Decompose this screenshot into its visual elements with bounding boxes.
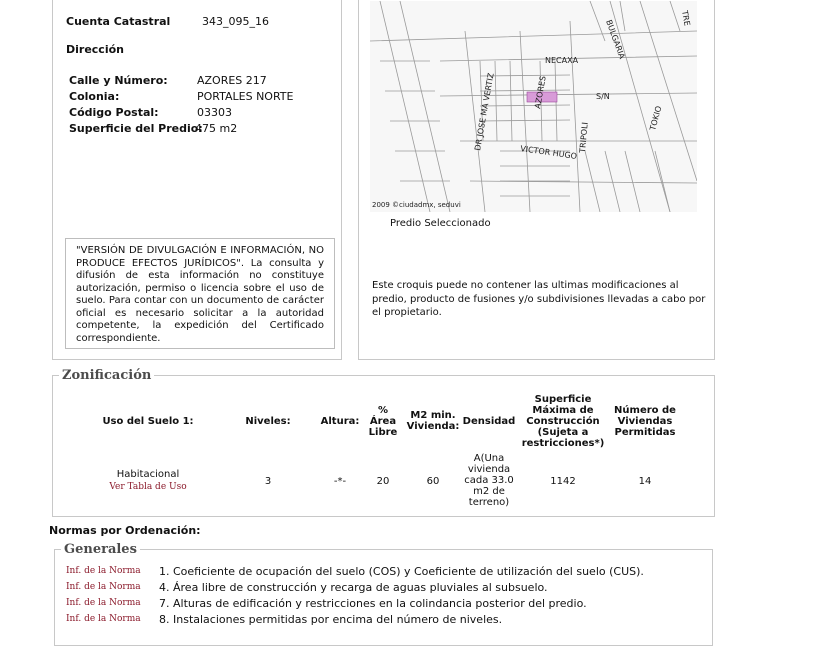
norma-text: 1. Coeficiente de ocupación del suelo (COS) y Coeficiente de utilización del suelo (CUS). — [159, 565, 644, 578]
cell-altura: -*- — [333, 476, 347, 487]
normas-title: Normas por Ordenación: — [49, 524, 201, 537]
street-tokio: TOKIO — [648, 104, 664, 132]
colonia-value: PORTALES NORTE — [197, 90, 294, 103]
norma-row — [55, 564, 715, 580]
map-disclaimer: Este croquis puede no contener las ultimas modificaciones al predio, producto de fusiones y/o subdivisiones llevadas a cabo por el propietario. — [372, 280, 706, 318]
cell-densidad: A(Una vivienda cada 33.0 m2 de terreno) — [464, 453, 514, 508]
street-bulgaria: BULGARIA — [604, 18, 627, 61]
map-copyright: 2009 ©ciudadmx, seduvi — [372, 201, 461, 209]
norma-text: 7. Alturas de edificación y restricciones en la colindancia posterior del predio. — [159, 597, 587, 610]
norma-info-link[interactable]: Inf. de la Norma — [66, 566, 141, 576]
cell-m2-min: 60 — [426, 476, 440, 487]
map-caption: Predio Seleccionado — [390, 218, 491, 229]
street-necaxa: NECAXA — [545, 56, 579, 65]
cp-value: 03303 — [197, 106, 232, 119]
cp-label: Código Postal: — [69, 106, 159, 119]
croquis-map[interactable] — [370, 1, 697, 212]
ver-tabla-uso-link[interactable]: Ver Tabla de Uso — [109, 482, 187, 492]
norma-row — [55, 612, 715, 628]
calle-value: AZORES 217 — [197, 74, 267, 87]
colonia-label: Colonia: — [69, 90, 120, 103]
norma-text: 8. Instalaciones permitidas por encima del número de niveles. — [159, 613, 503, 626]
street-azores: AZORES — [533, 75, 548, 110]
header-m2-min: M2 min. Vivienda: — [406, 410, 460, 432]
zonificacion-panel — [52, 368, 715, 517]
norma-row — [55, 596, 715, 612]
header-densidad: Densidad — [462, 416, 516, 427]
cell-niveles: 3 — [264, 476, 272, 487]
header-area-libre: % Área Libre — [368, 405, 398, 438]
direccion-label: Dirección — [66, 43, 124, 56]
street-jose-ma-vertiz: DR JOSE MA VERTIZ — [473, 72, 496, 152]
street-victor-hugo: VICTOR HUGO — [519, 144, 578, 161]
predio-info-panel — [52, 0, 342, 360]
calle-label: Calle y Número: — [69, 74, 168, 87]
map-panel — [358, 0, 715, 360]
cell-uso: Habitacional — [116, 469, 180, 480]
header-viviendas: Número de Viviendas Permitidas — [614, 405, 676, 438]
header-superficie: Superficie Máxima de Construcción (Sujeta a restricciones*) — [521, 394, 605, 449]
zonificacion-title: Zonificación — [59, 368, 154, 383]
header-uso: Uso del Suelo 1: — [102, 416, 194, 427]
cell-area-libre: 20 — [376, 476, 390, 487]
divulgacion-notice: "VERSIÓN DE DIVULGACIÓN E INFORMACIÓN, NO PRODUCE EFECTOS JURÍDICOS". La consulta y difusión de esta información no constituye autorización, permiso o licencia sobre el uso de suelo. Para contar con un documento de carácter oficial es necesario solicitar a la autoridad competente, la expedición del Certificado correspondiente. — [65, 238, 335, 349]
header-niveles: Niveles: — [245, 416, 291, 427]
norma-info-link[interactable]: Inf. de la Norma — [66, 598, 141, 608]
superficie-label: Superficie del Predio: — [69, 122, 203, 135]
cell-viviendas: 14 — [638, 476, 652, 487]
norma-info-link[interactable]: Inf. de la Norma — [66, 582, 141, 592]
cuenta-value: 343_095_16 — [202, 15, 269, 28]
map-svg — [370, 1, 697, 212]
generales-panel — [54, 542, 713, 646]
street-tripoli: TRIPOLI — [578, 121, 590, 154]
street-tre: TRE — [680, 9, 692, 27]
cell-superficie: 1142 — [550, 476, 576, 487]
street-sn: S/N — [596, 92, 610, 101]
norma-text: 4. Área libre de construcción y recarga de aguas pluviales al subsuelo. — [159, 581, 548, 594]
norma-row — [55, 580, 715, 596]
superficie-value: 475 m2 — [195, 122, 238, 135]
generales-title: Generales — [61, 542, 140, 557]
norma-info-link[interactable]: Inf. de la Norma — [66, 614, 141, 624]
cuenta-label: Cuenta Catastral — [66, 15, 171, 28]
header-altura: Altura: — [320, 416, 360, 427]
